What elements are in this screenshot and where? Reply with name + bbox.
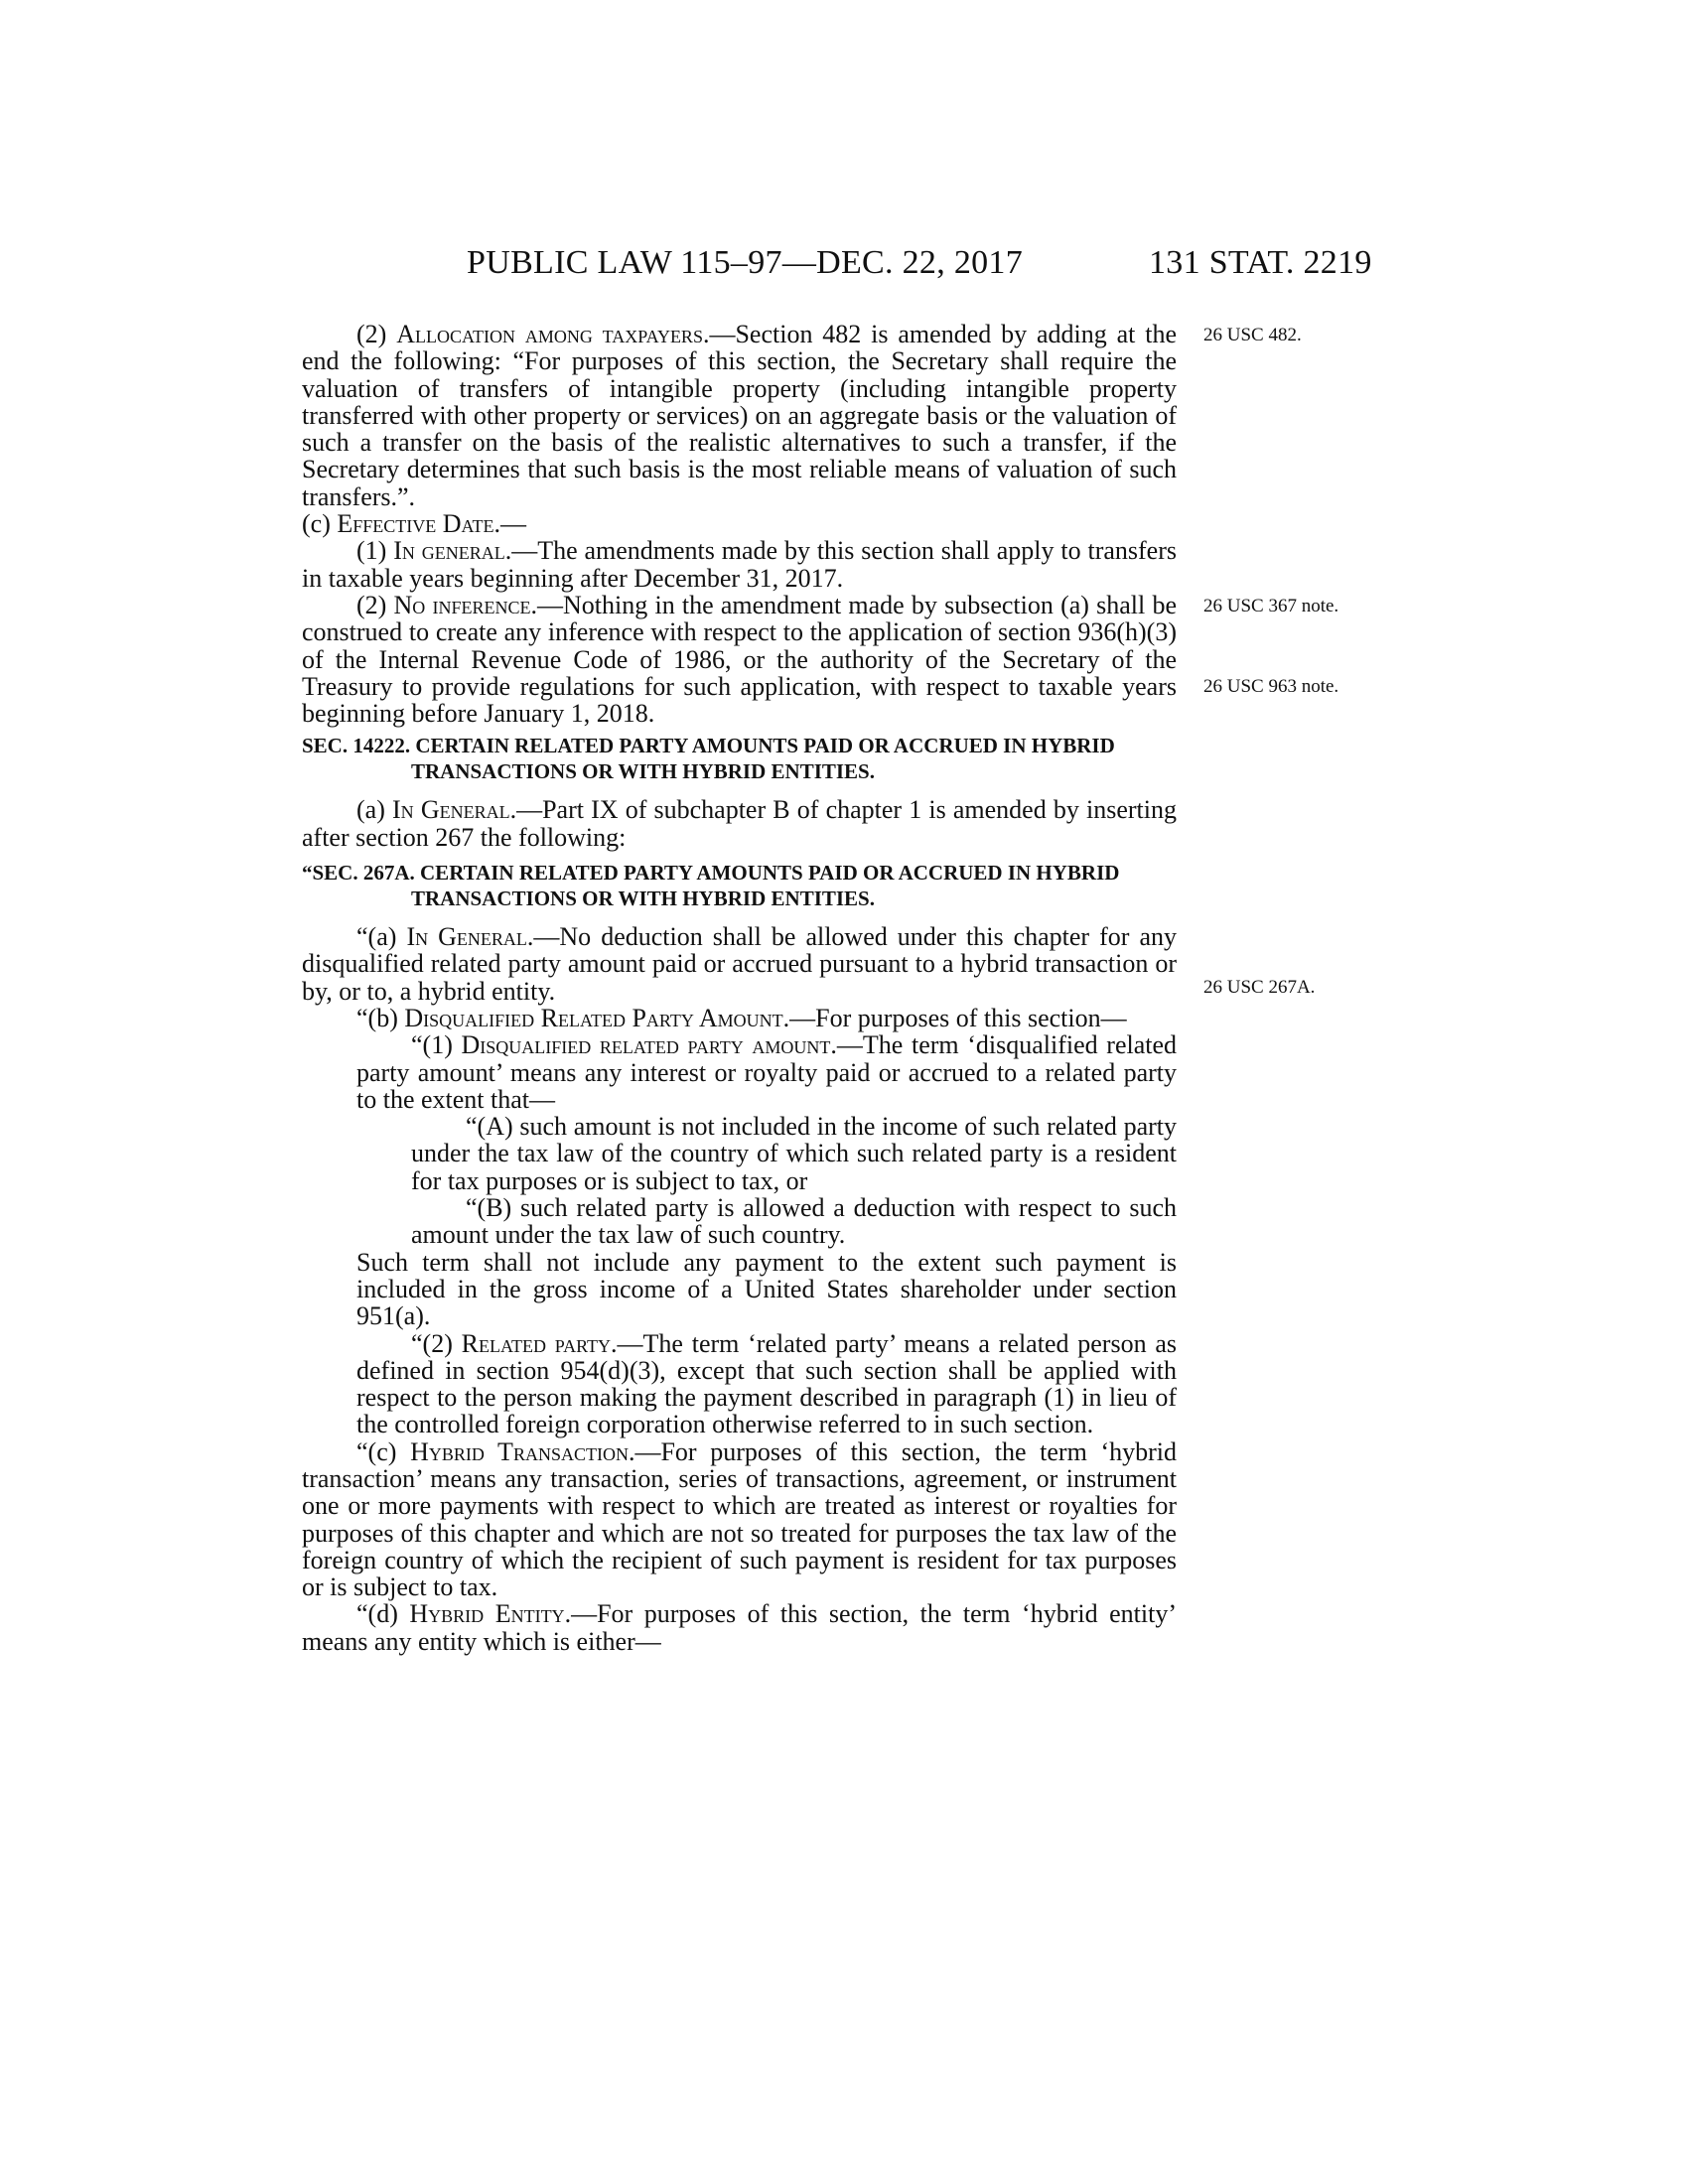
section-heading-267a: “SEC. 267A. CERTAIN RELATED PARTY AMOUNTS PAID OR ACCRUED IN HYBRID TRANSACTIONS OR WITH HYBRID ENTITIES. bbox=[302, 861, 1120, 911]
running-header-stat-page: 131 STAT. 2219 bbox=[1149, 244, 1372, 281]
body-text bbox=[302, 321, 1177, 1655]
paragraph-267a-d: “(d) Hybrid Entity.—For purposes of this section, the term ‘hybrid entity’ means any entity which is either— bbox=[302, 1599, 1177, 1656]
paragraph-267a-c: “(c) Hybrid Transaction.—For purposes of this section, the term ‘hybrid transaction’ means any transaction, series of transactions, agreement, or instrument one or more payments with respect to which are treated as interest or royalties for purposes of this chapter and which are not so treated for purposes the tax law of the foreign country of which the recipient of such payment is resident for tax purposes or is subject to tax. bbox=[302, 1436, 1178, 1602]
paragraph-allocation: (2) Allocation among taxpayers.—Section 482 is amended by adding at the end the following: “For purposes of this section, the Secretary shall require the valuation of transfers of intangible property (including intangible property transferred with other property or services) on an aggregate basis or the valuation of such a transfer on the basis of the realistic alternatives to such a transfer, if the Secretary determines that such basis is the most reliable means of valuation of such transfers.”. bbox=[302, 320, 1177, 511]
paragraph-267a-b: “(b) Disqualified Related Party Amount.—For purposes of this section— bbox=[356, 1003, 1127, 1032]
paragraph-267a-b-1-flush: Such term shall not include any payment to the extent such payment is included in the gross income of a United States shareholder under section 951(a). bbox=[356, 1247, 1177, 1331]
margin-note-usc-267a: 26 USC 267A. bbox=[1203, 977, 1316, 998]
paragraph-no-inference: (2) No inference.—Nothing in the amendment made by subsection (a) shall be construed to create any inference with respect to the application of section 936(h)(3) of the Internal Revenue Code of 1986, or the authority of the Secretary of the Treasury to provide regulations for such application, with respect to taxable years beginning before January 1, 2018. bbox=[302, 590, 1177, 729]
paragraph-267a-b-1-a: “(A) such amount is not included in the income of such related party under the tax law of the country of which such related party is a resident for tax purposes or is subject to tax, or bbox=[411, 1112, 1177, 1195]
paragraph-in-general-1: (1) In general.—The amendments made by this section shall apply to transfers in taxable years beginning after December 31, 2017. bbox=[302, 536, 1177, 593]
paragraph-267a-b-1: “(1) Disqualified related party amount.—The term ‘disqualified related party amount’ means any interest or royalty paid or accrued to a related party to the extent that— bbox=[356, 1030, 1178, 1114]
margin-note-usc-367: 26 USC 367 note. bbox=[1203, 596, 1339, 616]
paragraph-267a-b-2: “(2) Related party.—The term ‘related party’ means a related person as defined in section 954(d)(3), except that such section shall be applied with respect to the person making the payment described in paragraph (1) in lieu of the controlled foreign corporation otherwise referred to in such section. bbox=[356, 1328, 1178, 1439]
paragraph-267a-b-1-b: “(B) such related party is allowed a deduction with respect to such amount under the tax law of such country. bbox=[411, 1193, 1177, 1250]
margin-note-usc-482: 26 USC 482. bbox=[1203, 325, 1302, 345]
running-header-title: PUBLIC LAW 115–97—DEC. 22, 2017 bbox=[467, 244, 1024, 281]
paragraph-effective-date: (c) Effective Date.— bbox=[302, 509, 527, 539]
paragraph-267a-a: “(a) In General.—No deduction shall be allowed under this chapter for any disqualified related party amount paid or accrued pursuant to a hybrid transaction or by, or to, a hybrid entity. bbox=[302, 922, 1177, 1006]
section-heading-14222: SEC. 14222. CERTAIN RELATED PARTY AMOUNTS PAID OR ACCRUED IN HYBRID TRANSACTIONS OR WITH HYBRID ENTITIES. bbox=[302, 734, 1115, 784]
margin-note-usc-963: 26 USC 963 note. bbox=[1203, 676, 1339, 697]
paragraph-in-general-a: (a) In General.—Part IX of subchapter B of chapter 1 is amended by inserting after section 267 the following: bbox=[302, 795, 1177, 852]
